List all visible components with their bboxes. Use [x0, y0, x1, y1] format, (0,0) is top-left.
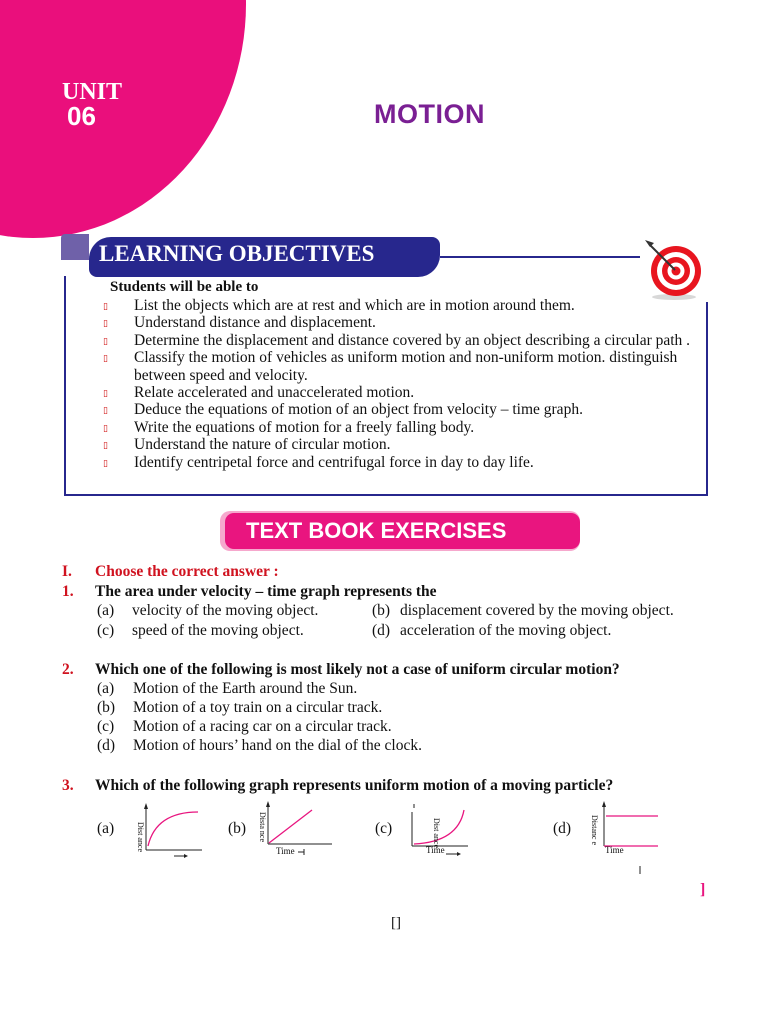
unit-number: 06: [67, 101, 96, 131]
bullet-icon: ▯: [103, 335, 108, 346]
objective-item: ▯ Relate accelerated and unaccelerated motion.: [103, 384, 415, 402]
question-number: 1.: [62, 583, 74, 600]
bullet-icon: ▯: [103, 457, 108, 468]
page-marker: []: [391, 915, 401, 931]
option-label: (b): [97, 699, 116, 716]
graph-y-label: Dist ance: [136, 822, 145, 852]
option-text: Motion of a toy train on a circular track.: [133, 699, 383, 716]
objective-item: ▯ Understand distance and displacement.: [103, 314, 376, 332]
bullet-icon: ▯: [103, 318, 108, 329]
objective-item: ▯ List the objects which are at rest and which are in motion around them.: [103, 297, 575, 314]
objective-item: ▯ Understand the nature of circular motion.: [103, 436, 391, 454]
option-label: (c): [97, 622, 115, 639]
option-text: velocity of the moving object.: [132, 602, 319, 619]
option-label: (d): [372, 622, 391, 639]
bullet-icon: ▯: [103, 440, 108, 451]
objectives-border-right: [706, 302, 708, 496]
option-label: (a): [97, 602, 115, 619]
option-text: Motion of a racing car on a circular track.: [133, 718, 392, 735]
graph-y-label: Dist ance: [432, 818, 441, 848]
graph-x-label: Time: [426, 845, 445, 855]
option-text: acceleration of the moving object.: [400, 622, 612, 639]
graph-d: [592, 796, 662, 880]
question-text: Which one of the following is most likely not a case of uniform circular motion?: [95, 661, 620, 678]
question-number: 2.: [62, 661, 74, 678]
option-label: (a): [97, 680, 115, 697]
objectives-corner-accent: [61, 234, 89, 260]
objective-item: ▯ Classify the motion of vehicles as uniform motion and non-uniform motion. distinguish between speed and velocity.: [103, 349, 678, 384]
graph-option-label: (b): [228, 820, 247, 837]
graph-option-label: (c): [375, 820, 393, 837]
objectives-list: [100, 297, 700, 471]
option-text: displacement covered by the moving object.: [400, 602, 674, 619]
objectives-border-bottom: [64, 494, 708, 496]
graph-x-label: Time: [605, 845, 624, 855]
bullet-icon: ▯: [103, 388, 108, 399]
edge-mark: ]: [700, 881, 706, 898]
objectives-border-left: [64, 276, 66, 496]
graph-option-label: (a): [97, 820, 115, 837]
objective-item: ▯ Determine the displacement and distance covered by an object describing a circular path .: [103, 331, 691, 349]
objective-item: ▯ Write the equations of motion for a freely falling body.: [103, 418, 475, 436]
option-label: (d): [97, 737, 116, 754]
bullet-icon: ▯: [103, 405, 108, 416]
exercises-title: TEXT BOOK EXERCISES: [246, 518, 507, 543]
question-text: The area under velocity – time graph represents the: [95, 583, 437, 600]
section-title: Choose the correct answer :: [95, 563, 279, 580]
option-text: speed of the moving object.: [132, 622, 304, 639]
option-text: Motion of hours’ hand on the dial of the clock.: [133, 737, 422, 754]
chapter-title: MOTION: [374, 99, 485, 129]
decorative-circle: [0, 0, 246, 238]
section-number: I.: [62, 563, 72, 580]
graph-y-label: Dista nce: [258, 812, 267, 842]
graph-option-label: (d): [553, 820, 572, 837]
graph-x-label: Time: [276, 846, 295, 856]
bullet-icon: ▯: [103, 422, 108, 433]
option-text: Motion of the Earth around the Sun.: [133, 680, 358, 697]
question-text: Which of the following graph represents uniform motion of a moving particle?: [95, 777, 614, 794]
option-label: (b): [372, 602, 391, 619]
objectives-border-top: [440, 256, 640, 258]
target-icon: [640, 233, 708, 301]
option-label: (c): [97, 718, 115, 735]
unit-label: UNIT: [62, 79, 123, 105]
bullet-icon: ▯: [103, 353, 108, 364]
objectives-intro: Students will be able to: [110, 279, 259, 295]
objective-item: ▯ Identify centripetal force and centrifugal force in day to day life.: [103, 453, 534, 471]
objectives-title: LEARNING OBJECTIVES: [99, 241, 375, 266]
graph-y-label: Distanc e: [590, 815, 599, 845]
graph-a: [138, 800, 206, 862]
question-number: 3.: [62, 777, 74, 794]
graph-b: [258, 798, 338, 860]
objective-item: ▯ Deduce the equations of motion of an object from velocity – time graph.: [103, 401, 583, 419]
bullet-icon: ▯: [103, 301, 108, 311]
